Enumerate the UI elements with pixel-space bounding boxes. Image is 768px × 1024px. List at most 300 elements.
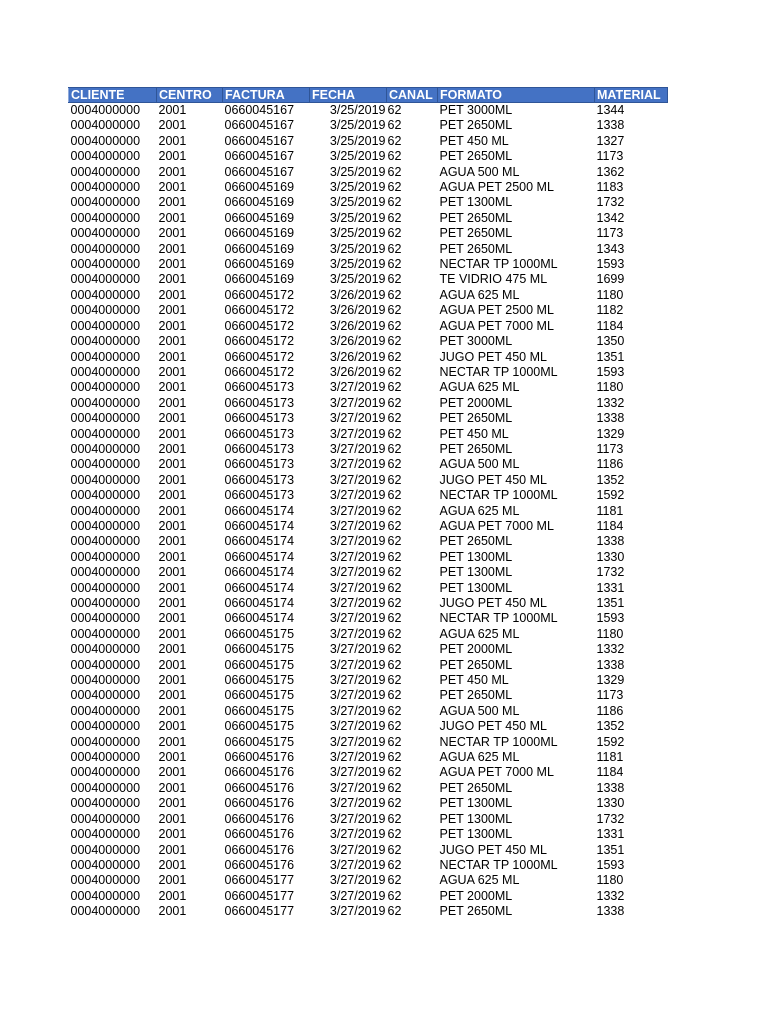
- cell-centro[interactable]: 2001: [158, 118, 187, 133]
- cell-factura[interactable]: 0660045172: [224, 364, 295, 379]
- cell-cliente[interactable]: 0004000000: [70, 888, 141, 903]
- cell-centro[interactable]: 2001: [158, 411, 187, 426]
- cell-cliente[interactable]: 0004000000: [70, 765, 141, 780]
- cell-factura[interactable]: 0660045173: [224, 426, 295, 441]
- cell-fecha[interactable]: 3/27/2019: [329, 734, 386, 749]
- header-centro[interactable]: CENTRO: [157, 88, 223, 103]
- cell-fecha[interactable]: 3/27/2019: [329, 549, 386, 564]
- cell-fecha[interactable]: 3/27/2019: [329, 811, 386, 826]
- cell-centro[interactable]: 2001: [158, 549, 187, 564]
- cell-formato[interactable]: NECTAR TP 1000ML: [439, 488, 558, 503]
- cell-formato[interactable]: NECTAR TP 1000ML: [439, 734, 558, 749]
- cell-cliente[interactable]: 0004000000: [70, 164, 141, 179]
- cell-material[interactable]: 1699: [596, 272, 625, 287]
- cell-material[interactable]: 1180: [596, 873, 624, 888]
- cell-formato[interactable]: AGUA 625 ML: [439, 626, 520, 641]
- cell-centro[interactable]: 2001: [158, 842, 187, 857]
- cell-factura[interactable]: 0660045175: [224, 719, 295, 734]
- cell-canal[interactable]: 62: [387, 734, 402, 749]
- cell-formato[interactable]: PET 450 ML: [439, 673, 509, 688]
- cell-material[interactable]: 1331: [596, 580, 625, 595]
- cell-cliente[interactable]: 0004000000: [70, 811, 141, 826]
- cell-centro[interactable]: 2001: [158, 534, 187, 549]
- cell-cliente[interactable]: 0004000000: [70, 426, 141, 441]
- cell-centro[interactable]: 2001: [158, 395, 187, 410]
- cell-centro[interactable]: 2001: [158, 626, 187, 641]
- cell-factura[interactable]: 0660045174: [224, 611, 295, 626]
- cell-cliente[interactable]: 0004000000: [70, 303, 141, 318]
- cell-formato[interactable]: PET 2650ML: [439, 780, 513, 795]
- cell-canal[interactable]: 62: [387, 904, 402, 919]
- cell-centro[interactable]: 2001: [158, 149, 187, 164]
- cell-canal[interactable]: 62: [387, 626, 402, 641]
- cell-cliente[interactable]: 0004000000: [70, 549, 141, 564]
- cell-factura[interactable]: 0660045167: [224, 133, 295, 148]
- cell-factura[interactable]: 0660045177: [224, 888, 295, 903]
- cell-formato[interactable]: PET 1300ML: [439, 811, 513, 826]
- cell-formato[interactable]: AGUA 625 ML: [439, 287, 520, 302]
- cell-canal[interactable]: 62: [387, 750, 402, 765]
- cell-formato[interactable]: NECTAR TP 1000ML: [439, 857, 558, 872]
- cell-centro[interactable]: 2001: [158, 673, 187, 688]
- cell-factura[interactable]: 0660045173: [224, 441, 295, 456]
- cell-factura[interactable]: 0660045177: [224, 904, 295, 919]
- cell-material[interactable]: 1592: [596, 734, 625, 749]
- cell-factura[interactable]: 0660045169: [224, 226, 295, 241]
- cell-cliente[interactable]: 0004000000: [70, 657, 141, 672]
- cell-fecha[interactable]: 3/26/2019: [329, 318, 386, 333]
- cell-factura[interactable]: 0660045167: [224, 149, 295, 164]
- cell-fecha[interactable]: 3/25/2019: [329, 272, 386, 287]
- cell-material[interactable]: 1180: [596, 626, 624, 641]
- cell-canal[interactable]: 62: [387, 611, 402, 626]
- cell-canal[interactable]: 62: [387, 457, 402, 472]
- cell-canal[interactable]: 62: [387, 411, 402, 426]
- cell-material[interactable]: 1732: [596, 811, 625, 826]
- cell-cliente[interactable]: 0004000000: [70, 626, 141, 641]
- cell-fecha[interactable]: 3/25/2019: [329, 164, 386, 179]
- cell-material[interactable]: 1732: [596, 195, 625, 210]
- cell-formato[interactable]: JUGO PET 450 ML: [439, 719, 547, 734]
- cell-centro[interactable]: 2001: [158, 103, 187, 117]
- cell-factura[interactable]: 0660045174: [224, 503, 295, 518]
- cell-cliente[interactable]: 0004000000: [70, 287, 141, 302]
- cell-factura[interactable]: 0660045176: [224, 796, 295, 811]
- cell-factura[interactable]: 0660045176: [224, 765, 295, 780]
- cell-formato[interactable]: PET 2650ML: [439, 441, 513, 456]
- cell-formato[interactable]: NECTAR TP 1000ML: [439, 257, 558, 272]
- cell-material[interactable]: 1352: [596, 719, 625, 734]
- cell-material[interactable]: 1338: [596, 904, 625, 919]
- cell-factura[interactable]: 0660045169: [224, 257, 295, 272]
- cell-canal[interactable]: 62: [387, 287, 402, 302]
- cell-factura[interactable]: 0660045175: [224, 642, 295, 657]
- cell-cliente[interactable]: 0004000000: [70, 719, 141, 734]
- cell-centro[interactable]: 2001: [158, 873, 187, 888]
- cell-material[interactable]: 1593: [596, 257, 625, 272]
- cell-material[interactable]: 1327: [596, 133, 625, 148]
- cell-canal[interactable]: 62: [387, 780, 402, 795]
- cell-fecha[interactable]: 3/27/2019: [329, 796, 386, 811]
- cell-fecha[interactable]: 3/27/2019: [329, 750, 386, 765]
- cell-centro[interactable]: 2001: [158, 857, 187, 872]
- cell-fecha[interactable]: 3/26/2019: [329, 334, 386, 349]
- cell-material[interactable]: 1593: [596, 364, 625, 379]
- cell-material[interactable]: 1362: [596, 164, 625, 179]
- cell-formato[interactable]: AGUA PET 2500 ML: [439, 303, 554, 318]
- cell-centro[interactable]: 2001: [158, 503, 187, 518]
- cell-formato[interactable]: PET 2650ML: [439, 411, 513, 426]
- cell-cliente[interactable]: 0004000000: [70, 780, 141, 795]
- cell-factura[interactable]: 0660045175: [224, 673, 295, 688]
- cell-factura[interactable]: 0660045174: [224, 596, 295, 610]
- cell-canal[interactable]: 62: [387, 518, 402, 533]
- cell-fecha[interactable]: 3/25/2019: [329, 210, 386, 225]
- header-material[interactable]: MATERIAL: [595, 88, 668, 103]
- cell-centro[interactable]: 2001: [158, 703, 187, 718]
- cell-fecha[interactable]: 3/25/2019: [329, 195, 386, 210]
- cell-centro[interactable]: 2001: [158, 765, 187, 780]
- cell-cliente[interactable]: 0004000000: [70, 133, 141, 148]
- cell-cliente[interactable]: 0004000000: [70, 272, 141, 287]
- cell-canal[interactable]: 62: [387, 765, 402, 780]
- cell-canal[interactable]: 62: [387, 873, 402, 888]
- cell-centro[interactable]: 2001: [158, 287, 187, 302]
- cell-fecha[interactable]: 3/27/2019: [329, 411, 386, 426]
- cell-canal[interactable]: 62: [387, 241, 402, 256]
- cell-canal[interactable]: 62: [387, 719, 402, 734]
- cell-factura[interactable]: 0660045175: [224, 734, 295, 749]
- cell-factura[interactable]: 0660045172: [224, 303, 295, 318]
- cell-fecha[interactable]: 3/27/2019: [329, 580, 386, 595]
- cell-canal[interactable]: 62: [387, 334, 402, 349]
- cell-material[interactable]: 1173: [596, 441, 624, 456]
- cell-fecha[interactable]: 3/27/2019: [329, 904, 386, 919]
- cell-cliente[interactable]: 0004000000: [70, 257, 141, 272]
- cell-formato[interactable]: PET 2650ML: [439, 534, 513, 549]
- cell-fecha[interactable]: 3/27/2019: [329, 673, 386, 688]
- cell-fecha[interactable]: 3/27/2019: [329, 827, 386, 842]
- cell-fecha[interactable]: 3/25/2019: [329, 103, 386, 117]
- cell-canal[interactable]: 62: [387, 842, 402, 857]
- cell-fecha[interactable]: 3/27/2019: [329, 873, 386, 888]
- cell-cliente[interactable]: 0004000000: [70, 318, 141, 333]
- cell-canal[interactable]: 62: [387, 888, 402, 903]
- cell-formato[interactable]: AGUA PET 2500 ML: [439, 180, 554, 195]
- cell-canal[interactable]: 62: [387, 688, 402, 703]
- cell-canal[interactable]: 62: [387, 103, 402, 117]
- cell-fecha[interactable]: 3/27/2019: [329, 842, 386, 857]
- cell-canal[interactable]: 62: [387, 149, 402, 164]
- cell-factura[interactable]: 0660045169: [224, 195, 295, 210]
- cell-centro[interactable]: 2001: [158, 133, 187, 148]
- cell-fecha[interactable]: 3/27/2019: [329, 611, 386, 626]
- cell-cliente[interactable]: 0004000000: [70, 395, 141, 410]
- cell-fecha[interactable]: 3/25/2019: [329, 241, 386, 256]
- cell-material[interactable]: 1184: [596, 318, 624, 333]
- cell-cliente[interactable]: 0004000000: [70, 873, 141, 888]
- cell-formato[interactable]: AGUA 625 ML: [439, 380, 520, 395]
- cell-cliente[interactable]: 0004000000: [70, 750, 141, 765]
- cell-canal[interactable]: 62: [387, 657, 402, 672]
- cell-formato[interactable]: TE VIDRIO 475 ML: [439, 272, 548, 287]
- cell-centro[interactable]: 2001: [158, 888, 187, 903]
- cell-centro[interactable]: 2001: [158, 349, 187, 364]
- cell-material[interactable]: 1329: [596, 673, 625, 688]
- cell-factura[interactable]: 0660045173: [224, 472, 295, 487]
- cell-canal[interactable]: 62: [387, 503, 402, 518]
- cell-centro[interactable]: 2001: [158, 303, 187, 318]
- cell-cliente[interactable]: 0004000000: [70, 195, 141, 210]
- cell-cliente[interactable]: 0004000000: [70, 534, 141, 549]
- cell-factura[interactable]: 0660045167: [224, 118, 295, 133]
- cell-cliente[interactable]: 0004000000: [70, 796, 141, 811]
- cell-material[interactable]: 1173: [596, 688, 624, 703]
- cell-centro[interactable]: 2001: [158, 364, 187, 379]
- cell-formato[interactable]: PET 2000ML: [439, 642, 513, 657]
- cell-cliente[interactable]: 0004000000: [70, 457, 141, 472]
- cell-factura[interactable]: 0660045172: [224, 349, 295, 364]
- cell-canal[interactable]: 62: [387, 180, 402, 195]
- header-fecha[interactable]: FECHA: [310, 88, 387, 103]
- cell-canal[interactable]: 62: [387, 364, 402, 379]
- cell-cliente[interactable]: 0004000000: [70, 827, 141, 842]
- cell-formato[interactable]: PET 1300ML: [439, 549, 513, 564]
- cell-canal[interactable]: 62: [387, 226, 402, 241]
- cell-formato[interactable]: AGUA 625 ML: [439, 750, 520, 765]
- cell-canal[interactable]: 62: [387, 349, 402, 364]
- cell-fecha[interactable]: 3/25/2019: [329, 149, 386, 164]
- cell-material[interactable]: 1184: [596, 765, 624, 780]
- cell-factura[interactable]: 0660045172: [224, 318, 295, 333]
- cell-centro[interactable]: 2001: [158, 611, 187, 626]
- cell-cliente[interactable]: 0004000000: [70, 611, 141, 626]
- cell-centro[interactable]: 2001: [158, 441, 187, 456]
- cell-fecha[interactable]: 3/27/2019: [329, 518, 386, 533]
- cell-canal[interactable]: 62: [387, 318, 402, 333]
- cell-formato[interactable]: NECTAR TP 1000ML: [439, 364, 558, 379]
- cell-fecha[interactable]: 3/25/2019: [329, 180, 386, 195]
- cell-canal[interactable]: 62: [387, 580, 402, 595]
- cell-centro[interactable]: 2001: [158, 241, 187, 256]
- cell-formato[interactable]: PET 2650ML: [439, 688, 513, 703]
- cell-factura[interactable]: 0660045174: [224, 580, 295, 595]
- cell-fecha[interactable]: 3/27/2019: [329, 395, 386, 410]
- cell-material[interactable]: 1330: [596, 549, 625, 564]
- cell-canal[interactable]: 62: [387, 441, 402, 456]
- cell-centro[interactable]: 2001: [158, 272, 187, 287]
- cell-canal[interactable]: 62: [387, 472, 402, 487]
- cell-centro[interactable]: 2001: [158, 488, 187, 503]
- cell-fecha[interactable]: 3/25/2019: [329, 133, 386, 148]
- cell-cliente[interactable]: 0004000000: [70, 642, 141, 657]
- cell-cliente[interactable]: 0004000000: [70, 703, 141, 718]
- cell-fecha[interactable]: 3/26/2019: [329, 349, 386, 364]
- cell-formato[interactable]: NECTAR TP 1000ML: [439, 611, 558, 626]
- cell-cliente[interactable]: 0004000000: [70, 734, 141, 749]
- cell-factura[interactable]: 0660045173: [224, 457, 295, 472]
- cell-formato[interactable]: AGUA 625 ML: [439, 873, 520, 888]
- cell-material[interactable]: 1338: [596, 411, 625, 426]
- cell-cliente[interactable]: 0004000000: [70, 688, 141, 703]
- cell-canal[interactable]: 62: [387, 195, 402, 210]
- cell-centro[interactable]: 2001: [158, 518, 187, 533]
- cell-formato[interactable]: PET 2000ML: [439, 395, 513, 410]
- cell-cliente[interactable]: 0004000000: [70, 904, 141, 919]
- cell-centro[interactable]: 2001: [158, 750, 187, 765]
- cell-material[interactable]: 1342: [596, 210, 625, 225]
- cell-fecha[interactable]: 3/27/2019: [329, 719, 386, 734]
- cell-canal[interactable]: 62: [387, 596, 402, 610]
- cell-formato[interactable]: PET 1300ML: [439, 195, 513, 210]
- cell-centro[interactable]: 2001: [158, 596, 187, 610]
- cell-factura[interactable]: 0660045174: [224, 549, 295, 564]
- cell-material[interactable]: 1352: [596, 472, 625, 487]
- cell-material[interactable]: 1332: [596, 888, 625, 903]
- cell-fecha[interactable]: 3/27/2019: [329, 426, 386, 441]
- cell-material[interactable]: 1351: [596, 349, 625, 364]
- cell-centro[interactable]: 2001: [158, 457, 187, 472]
- cell-material[interactable]: 1173: [596, 226, 624, 241]
- cell-fecha[interactable]: 3/27/2019: [329, 626, 386, 641]
- cell-formato[interactable]: JUGO PET 450 ML: [439, 472, 547, 487]
- cell-cliente[interactable]: 0004000000: [70, 226, 141, 241]
- cell-cliente[interactable]: 0004000000: [70, 503, 141, 518]
- cell-material[interactable]: 1351: [596, 842, 625, 857]
- cell-centro[interactable]: 2001: [158, 226, 187, 241]
- cell-formato[interactable]: JUGO PET 450 ML: [439, 349, 547, 364]
- cell-factura[interactable]: 0660045174: [224, 534, 295, 549]
- cell-fecha[interactable]: 3/27/2019: [329, 534, 386, 549]
- cell-centro[interactable]: 2001: [158, 657, 187, 672]
- cell-cliente[interactable]: 0004000000: [70, 673, 141, 688]
- cell-formato[interactable]: PET 1300ML: [439, 565, 513, 580]
- cell-material[interactable]: 1332: [596, 395, 625, 410]
- cell-centro[interactable]: 2001: [158, 827, 187, 842]
- cell-formato[interactable]: PET 2650ML: [439, 241, 513, 256]
- cell-cliente[interactable]: 0004000000: [70, 103, 141, 117]
- cell-canal[interactable]: 62: [387, 796, 402, 811]
- cell-canal[interactable]: 62: [387, 857, 402, 872]
- cell-cliente[interactable]: 0004000000: [70, 180, 141, 195]
- cell-formato[interactable]: AGUA 500 ML: [439, 703, 520, 718]
- cell-centro[interactable]: 2001: [158, 642, 187, 657]
- cell-formato[interactable]: PET 450 ML: [439, 133, 509, 148]
- header-factura[interactable]: FACTURA: [223, 88, 310, 103]
- cell-formato[interactable]: AGUA 500 ML: [439, 457, 520, 472]
- cell-factura[interactable]: 0660045173: [224, 395, 295, 410]
- cell-centro[interactable]: 2001: [158, 164, 187, 179]
- cell-formato[interactable]: PET 3000ML: [439, 103, 513, 117]
- cell-cliente[interactable]: 0004000000: [70, 842, 141, 857]
- cell-factura[interactable]: 0660045167: [224, 164, 295, 179]
- cell-material[interactable]: 1329: [596, 426, 625, 441]
- cell-canal[interactable]: 62: [387, 703, 402, 718]
- cell-cliente[interactable]: 0004000000: [70, 364, 141, 379]
- cell-material[interactable]: 1181: [596, 503, 624, 518]
- cell-material[interactable]: 1330: [596, 796, 625, 811]
- cell-cliente[interactable]: 0004000000: [70, 210, 141, 225]
- cell-centro[interactable]: 2001: [158, 334, 187, 349]
- cell-canal[interactable]: 62: [387, 827, 402, 842]
- cell-fecha[interactable]: 3/27/2019: [329, 503, 386, 518]
- cell-centro[interactable]: 2001: [158, 257, 187, 272]
- cell-fecha[interactable]: 3/27/2019: [329, 780, 386, 795]
- cell-formato[interactable]: PET 1300ML: [439, 827, 513, 842]
- cell-cliente[interactable]: 0004000000: [70, 380, 141, 395]
- cell-fecha[interactable]: 3/26/2019: [329, 303, 386, 318]
- cell-centro[interactable]: 2001: [158, 719, 187, 734]
- cell-centro[interactable]: 2001: [158, 380, 187, 395]
- cell-centro[interactable]: 2001: [158, 904, 187, 919]
- cell-fecha[interactable]: 3/27/2019: [329, 857, 386, 872]
- cell-factura[interactable]: 0660045175: [224, 688, 295, 703]
- cell-factura[interactable]: 0660045173: [224, 380, 295, 395]
- cell-factura[interactable]: 0660045177: [224, 873, 295, 888]
- cell-material[interactable]: 1173: [596, 149, 624, 164]
- cell-formato[interactable]: PET 2650ML: [439, 226, 513, 241]
- cell-cliente[interactable]: 0004000000: [70, 565, 141, 580]
- cell-factura[interactable]: 0660045169: [224, 272, 295, 287]
- cell-centro[interactable]: 2001: [158, 565, 187, 580]
- cell-canal[interactable]: 62: [387, 488, 402, 503]
- cell-formato[interactable]: PET 1300ML: [439, 796, 513, 811]
- cell-canal[interactable]: 62: [387, 303, 402, 318]
- cell-factura[interactable]: 0660045169: [224, 180, 295, 195]
- cell-formato[interactable]: PET 2650ML: [439, 210, 513, 225]
- cell-factura[interactable]: 0660045176: [224, 842, 295, 857]
- cell-material[interactable]: 1593: [596, 857, 625, 872]
- cell-centro[interactable]: 2001: [158, 210, 187, 225]
- cell-factura[interactable]: 0660045173: [224, 411, 295, 426]
- cell-centro[interactable]: 2001: [158, 734, 187, 749]
- cell-fecha[interactable]: 3/27/2019: [329, 688, 386, 703]
- cell-material[interactable]: 1592: [596, 488, 625, 503]
- cell-material[interactable]: 1343: [596, 241, 625, 256]
- cell-formato[interactable]: AGUA 625 ML: [439, 503, 520, 518]
- cell-factura[interactable]: 0660045174: [224, 565, 295, 580]
- cell-material[interactable]: 1732: [596, 565, 625, 580]
- cell-centro[interactable]: 2001: [158, 580, 187, 595]
- cell-fecha[interactable]: 3/27/2019: [329, 472, 386, 487]
- cell-material[interactable]: 1338: [596, 657, 625, 672]
- cell-cliente[interactable]: 0004000000: [70, 334, 141, 349]
- cell-factura[interactable]: 0660045176: [224, 780, 295, 795]
- cell-factura[interactable]: 0660045176: [224, 827, 295, 842]
- cell-factura[interactable]: 0660045169: [224, 210, 295, 225]
- cell-material[interactable]: 1350: [596, 334, 625, 349]
- cell-centro[interactable]: 2001: [158, 472, 187, 487]
- cell-cliente[interactable]: 0004000000: [70, 472, 141, 487]
- cell-canal[interactable]: 62: [387, 133, 402, 148]
- cell-cliente[interactable]: 0004000000: [70, 241, 141, 256]
- cell-factura[interactable]: 0660045169: [224, 241, 295, 256]
- cell-fecha[interactable]: 3/27/2019: [329, 657, 386, 672]
- cell-formato[interactable]: PET 450 ML: [439, 426, 509, 441]
- cell-formato[interactable]: PET 2650ML: [439, 657, 513, 672]
- cell-material[interactable]: 1183: [596, 180, 624, 195]
- cell-factura[interactable]: 0660045167: [224, 103, 295, 117]
- cell-canal[interactable]: 62: [387, 811, 402, 826]
- cell-fecha[interactable]: 3/27/2019: [329, 596, 386, 610]
- cell-canal[interactable]: 62: [387, 395, 402, 410]
- cell-canal[interactable]: 62: [387, 565, 402, 580]
- cell-factura[interactable]: 0660045172: [224, 334, 295, 349]
- cell-fecha[interactable]: 3/27/2019: [329, 565, 386, 580]
- cell-formato[interactable]: JUGO PET 450 ML: [439, 596, 547, 610]
- cell-material[interactable]: 1593: [596, 611, 625, 626]
- cell-factura[interactable]: 0660045176: [224, 857, 295, 872]
